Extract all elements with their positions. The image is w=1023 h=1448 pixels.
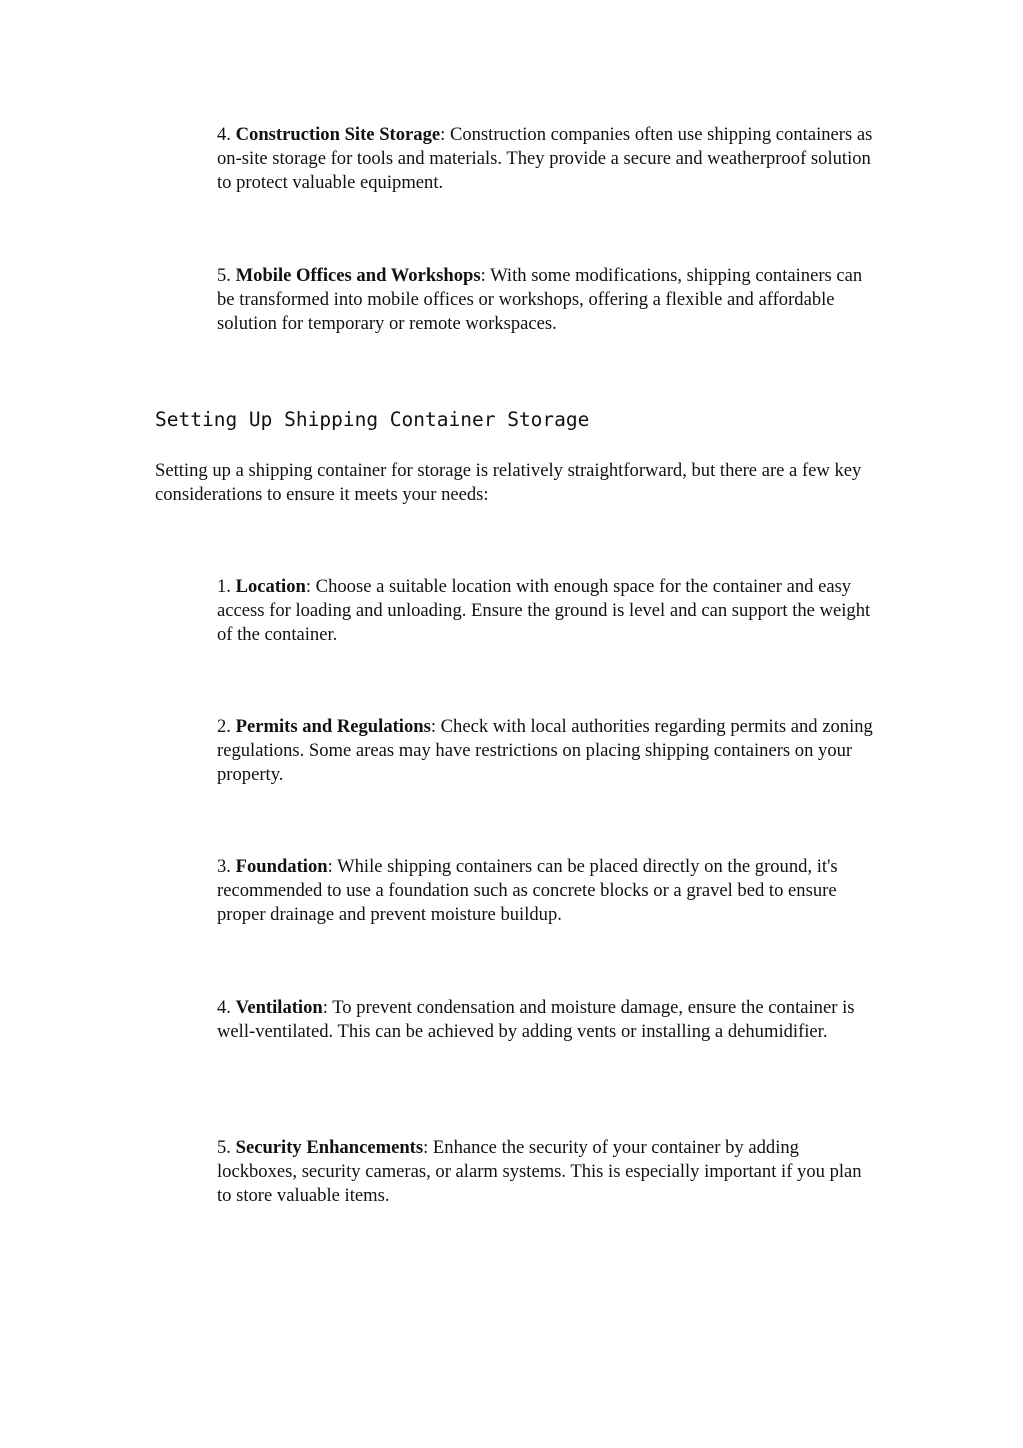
item-number: 5.	[217, 1137, 231, 1158]
item-text: : Enhance the security of your container by adding lockboxes, security cameras, or alarm systems. This is especially important if you plan to store valuable items.	[217, 1137, 862, 1207]
item-term: Mobile Offices and Workshops	[235, 265, 481, 286]
item-number: 1.	[217, 576, 231, 597]
item-number: 3.	[217, 856, 231, 877]
item-number: 5.	[217, 265, 231, 286]
item-number: 4.	[217, 124, 231, 145]
item-term: Security Enhancements	[235, 1137, 424, 1158]
list-item-mobile-offices	[217, 264, 877, 337]
list-item-foundation	[217, 855, 877, 928]
item-text: : Check with local authorities regarding permits and zoning regulations. Some areas may have restrictions on placing shipping containers on your property.	[217, 716, 873, 786]
item-number: 2.	[217, 716, 231, 737]
section-heading: Setting Up Shipping Container Storage	[155, 408, 590, 431]
item-text: : Construction companies often use shipping containers as on-site storage for tools and materials. They provide a secure and weatherproof solution to protect valuable equipment.	[217, 124, 873, 194]
section-intro: Setting up a shipping container for storage is relatively straightforward, but there are a few key considerations to ensure it meets your needs:	[155, 460, 862, 506]
item-term: Construction Site Storage	[235, 124, 441, 145]
list-item-security	[217, 1136, 877, 1209]
item-term: Location	[235, 576, 306, 597]
item-text: : Choose a suitable location with enough space for the container and easy access for loading and unloading. Ensure the ground is level and can support the weight of the container.	[217, 576, 871, 646]
list-item-permits	[217, 715, 877, 788]
item-text: : While shipping containers can be placed directly on the ground, it's recommended to use a foundation such as concrete blocks or a gravel bed to ensure proper drainage and prevent moisture buildup.	[217, 856, 838, 926]
item-term: Ventilation	[235, 997, 323, 1018]
list-item-location	[217, 575, 877, 648]
item-term: Foundation	[235, 856, 328, 877]
item-term: Permits and Regulations	[235, 716, 431, 737]
item-number: 4.	[217, 997, 231, 1018]
list-item-ventilation	[217, 996, 877, 1044]
item-text: : To prevent condensation and moisture damage, ensure the container is well-ventilated. This can be achieved by adding vents or installing a dehumidifier.	[217, 997, 855, 1043]
item-text: : With some modifications, shipping containers can be transformed into mobile offices or workshops, offering a flexible and affordable solution for temporary or remote workspaces.	[217, 265, 863, 335]
list-item-construction-site-storage	[217, 123, 877, 196]
